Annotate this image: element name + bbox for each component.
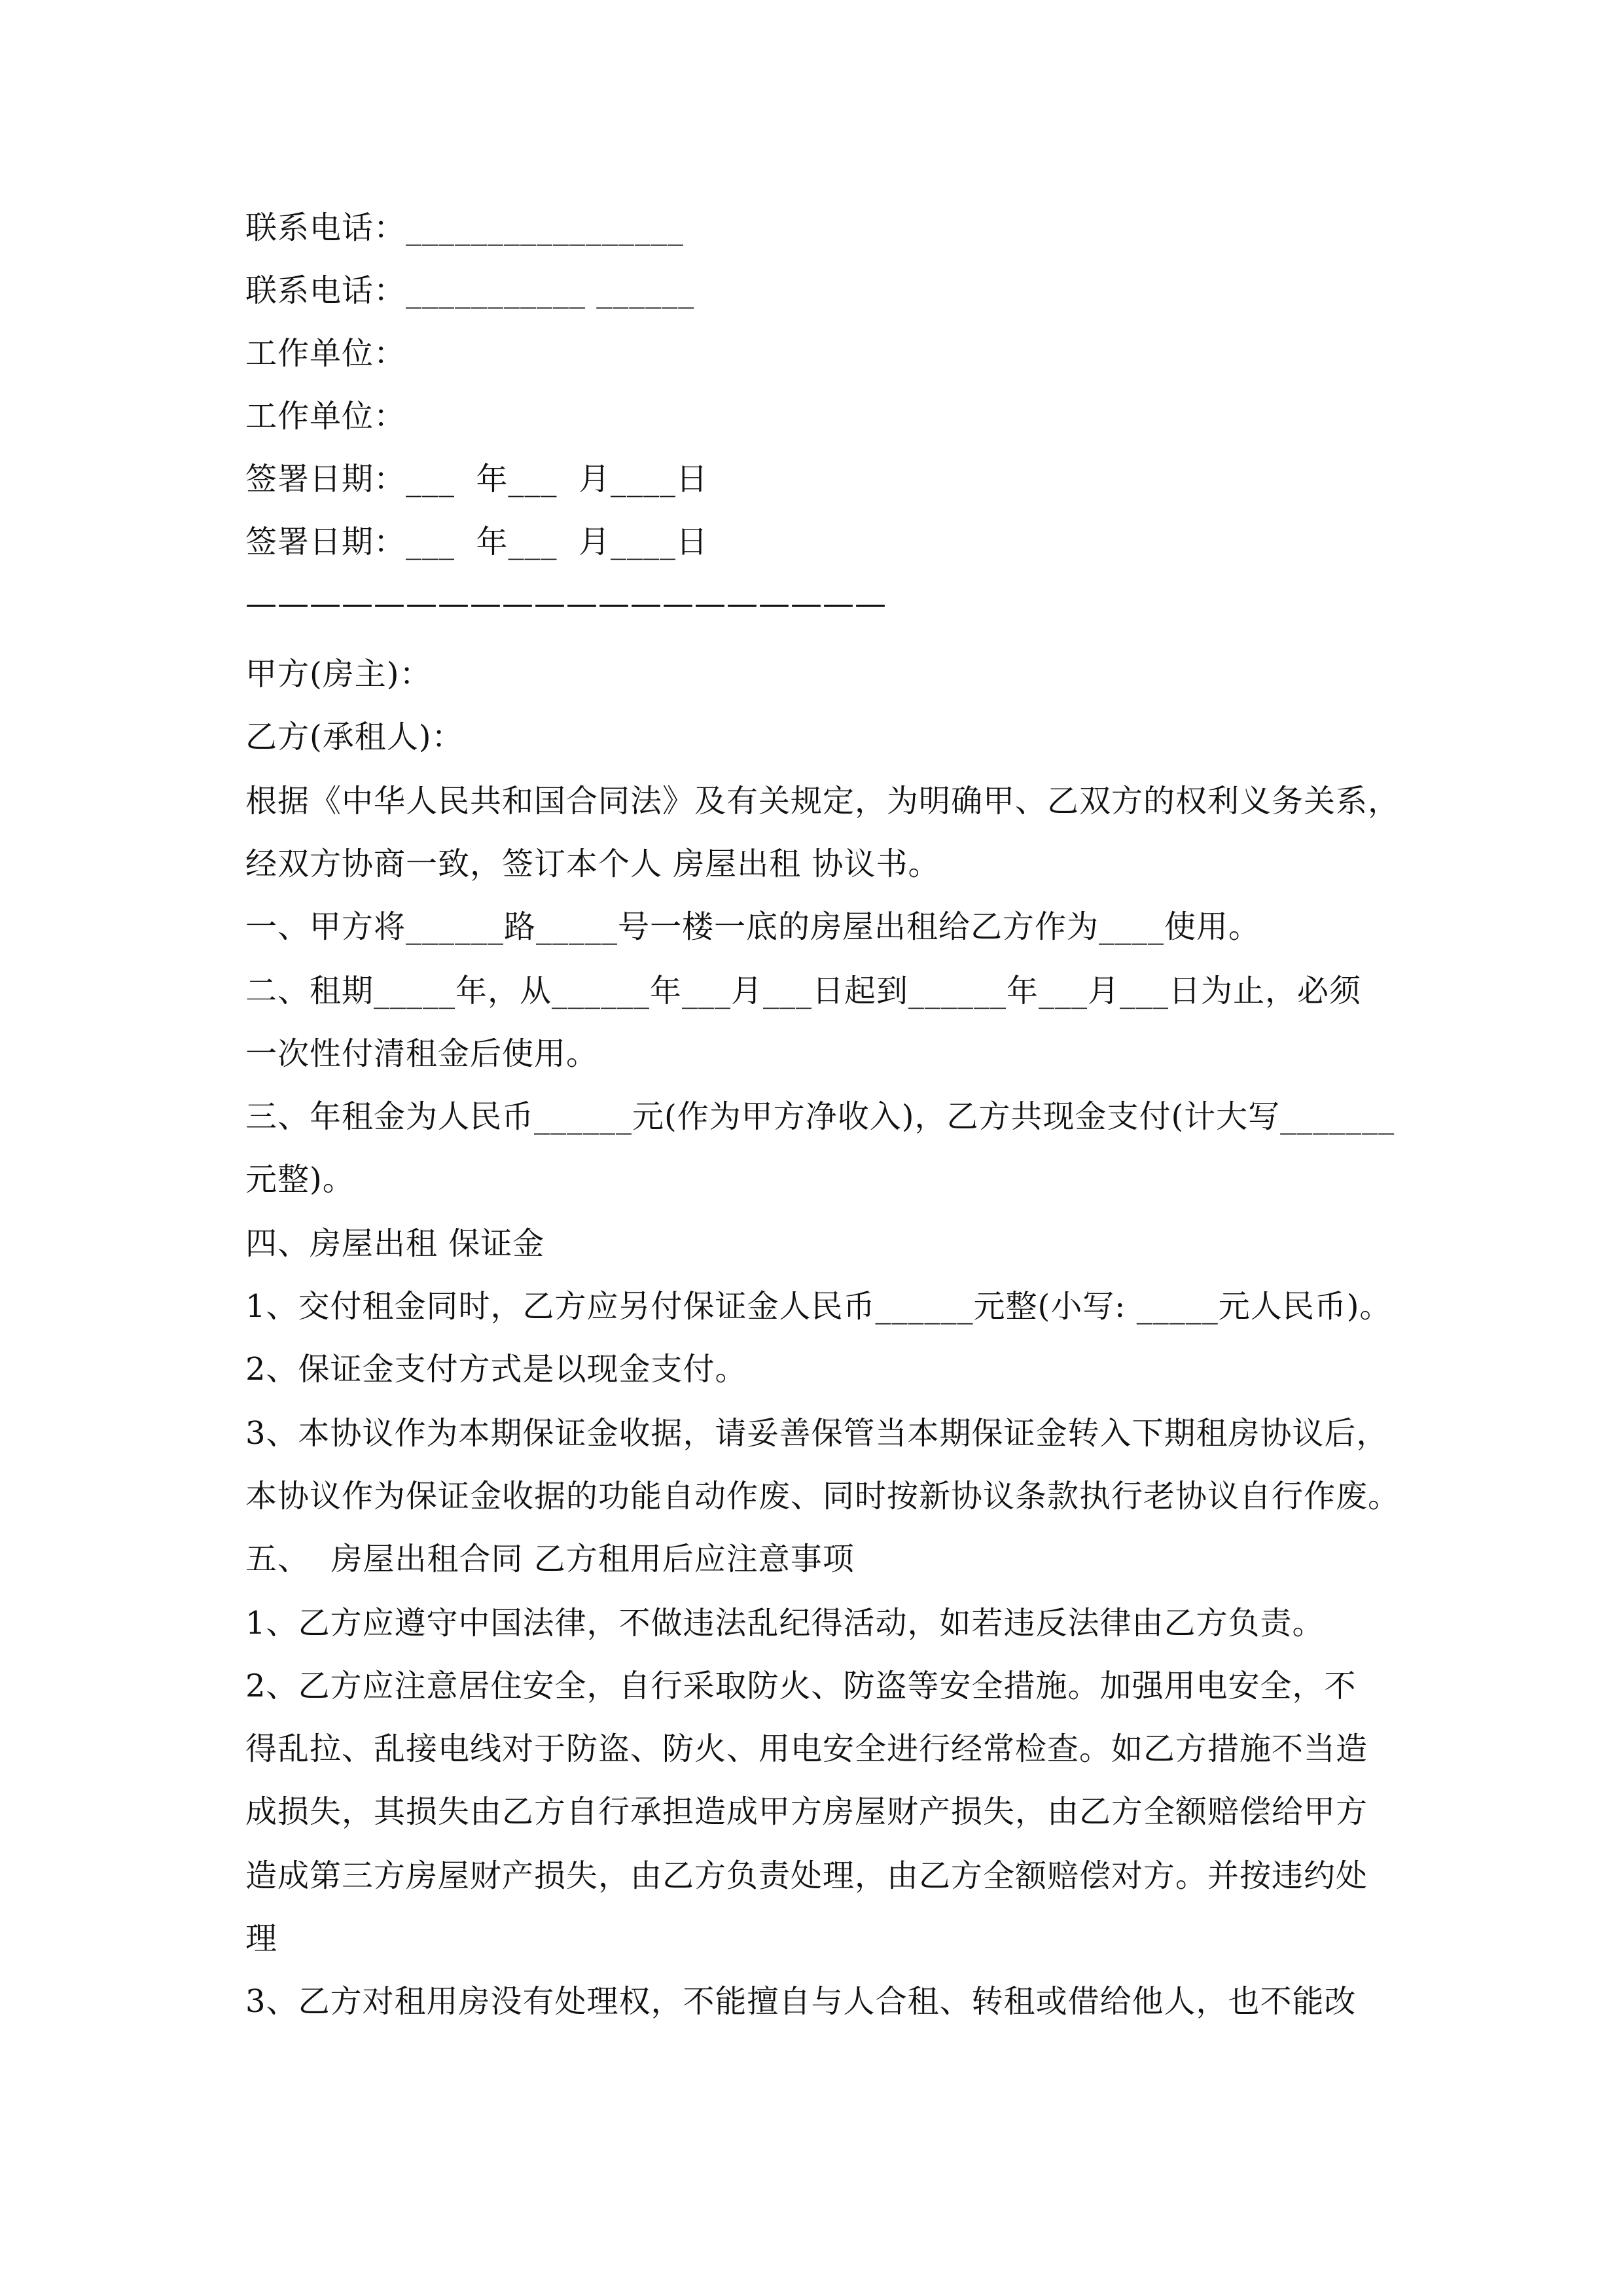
separator-line: ————————————————————	[245, 585, 887, 622]
clause-5-item-2-line-5: 理	[245, 1920, 278, 1957]
contact-phone-line-2: 联系电话：___________ ______	[245, 272, 695, 309]
clause-5-item-2-line-3: 成损失，其损失由乙方自行承担造成甲方房屋财产损失，由乙方全额赔偿给甲方	[245, 1793, 1368, 1830]
clause-5-item-1: 1、乙方应遵守中国法律，不做违法乱纪得活动，如若违反法律由乙方负责。	[245, 1605, 1325, 1641]
party-a-line: 甲方(房主)：	[245, 656, 432, 692]
preamble-line-2: 经双方协商一致，签订本个人 房屋出租 协议书。	[245, 846, 940, 882]
clause-2-line-2: 一次性付清租金后使用。	[245, 1035, 599, 1072]
clause-4-item-3-line-1: 3、本协议作为本期保证金收据，请妥善保管当本期保证金转入下期租房协议后，	[245, 1415, 1389, 1452]
clause-5-item-3-line-1: 3、乙方对租用房没有处理权，不能擅自与人合租、转租或借给他人，也不能改	[245, 1983, 1357, 2020]
sign-date-line-1: 签署日期：___ 年___ 月____日	[245, 461, 709, 497]
clause-5-item-2-line-2: 得乱拉、乱接电线对于防盗、防火、用电安全进行经常检查。如乙方措施不当造	[245, 1731, 1368, 1767]
clause-3-line-2: 元整)。	[245, 1161, 355, 1198]
clause-5-item-2-line-4: 造成第三方房屋财产损失，由乙方负责处理，由乙方全额赔偿对方。并按违约处	[245, 1857, 1368, 1894]
work-unit-line-1: 工作单位：	[245, 335, 406, 372]
sign-date-line-2: 签署日期：___ 年___ 月____日	[245, 524, 709, 560]
clause-4-heading: 四、房屋出租 保证金	[245, 1225, 545, 1262]
clause-4-item-3-line-2: 本协议作为保证金收据的功能自动作废、同时按新协议条款执行老协议自行作废。	[245, 1478, 1400, 1515]
preamble-line-1: 根据《中华人民共和国合同法》及有关规定，为明确甲、乙双方的权利义务关系，	[245, 783, 1400, 819]
clause-4-item-1: 1、交付租金同时，乙方应另付保证金人民币______元整(小写: _____元人民币)。	[245, 1288, 1392, 1325]
clause-3-line-1: 三、年租金为人民币______元(作为甲方净收入)，乙方共现金支付(计大写_______	[245, 1098, 1395, 1135]
party-b-line: 乙方(承租人)：	[245, 719, 464, 755]
work-unit-line-2: 工作单位：	[245, 398, 406, 435]
clause-2-line-1: 二、租期_____年，从______年___月___日起到______年___月___日为止，必须	[245, 973, 1362, 1009]
clause-5-heading: 五、 房屋出租合同 乙方租用后应注意事项	[245, 1541, 855, 1577]
contact-phone-line-1: 联系电话：_________________	[245, 209, 685, 246]
clause-5-item-2-line-1: 2、乙方应注意居住安全，自行采取防火、防盗等安全措施。加强用电安全，不	[245, 1668, 1357, 1704]
clause-1: 一、甲方将______路_____号一楼一底的房屋出租给乙方作为____使用。	[245, 908, 1261, 945]
clause-4-item-2: 2、保证金支付方式是以现金支付。	[245, 1351, 747, 1388]
